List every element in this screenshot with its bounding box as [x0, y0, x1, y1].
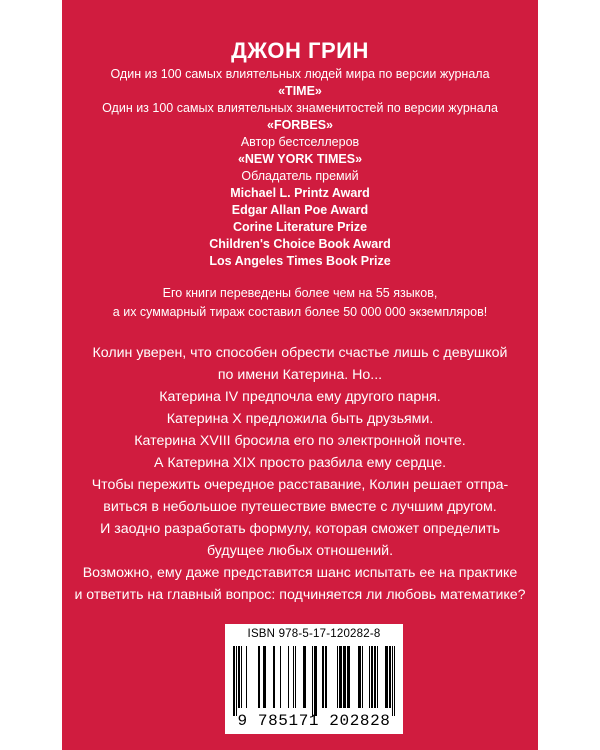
- barcode-bar: [389, 646, 391, 708]
- barcode-bar: [322, 646, 324, 708]
- accolades-list: [62, 66, 538, 270]
- blurb-text: [62, 342, 538, 606]
- accolade-line: Обладатель премий: [241, 169, 359, 183]
- accolade-line: «TIME»: [278, 84, 322, 98]
- barcode-bar: [295, 646, 296, 708]
- barcode-bar: [241, 646, 242, 708]
- blurb-line: Катерина XVIII бросила его по электронной почте.: [134, 433, 466, 449]
- barcode-bar: [347, 646, 350, 708]
- barcode-bar: [246, 646, 247, 708]
- barcode-bar: [303, 646, 306, 708]
- translations-line: а их суммарный тираж составил более 50 000 000 экземпляров!: [112, 305, 488, 319]
- barcode-digits: 9 785171 202828: [237, 712, 391, 730]
- blurb-line: по имени Катерина. Но...: [217, 367, 383, 383]
- barcode-bar: [339, 646, 342, 708]
- accolade-line: Один из 100 самых влиятельных людей мира по версии журнала: [110, 67, 490, 81]
- barcode-bar: [337, 646, 338, 708]
- blurb-line: Чтобы пережить очередное расставание, Колин решает отпра-: [91, 477, 509, 493]
- barcode-bar: [293, 646, 294, 708]
- barcode-bar: [374, 646, 376, 708]
- blurb-line: и ответить на главный вопрос: подчиняется ли любовь математике?: [74, 587, 526, 603]
- barcode-bar: [325, 646, 327, 708]
- blurb-line: И заодно разработать формулу, которая сможет определить: [100, 521, 500, 537]
- barcode-bar: [233, 646, 235, 716]
- accolade-line: «FORBES»: [267, 118, 333, 132]
- back-cover: [62, 0, 538, 750]
- award-line: Children's Choice Book Award: [209, 237, 391, 251]
- barcode-bar: [258, 646, 260, 708]
- barcode-bar: [369, 646, 370, 708]
- blurb-line: Катерина IV предпочла ему другого парня.: [159, 389, 441, 405]
- blurb-line: Возможно, ему даже представится шанс испытать ее на практике: [82, 565, 518, 581]
- translations-line: Его книги переведены более чем на 55 языков,: [162, 286, 438, 300]
- barcode-bar: [392, 646, 393, 716]
- award-line: Corine Literature Prize: [232, 220, 368, 234]
- isbn-barcode: [225, 624, 403, 734]
- award-line: Los Angeles Times Book Prize: [209, 254, 391, 268]
- barcode-bar: [371, 646, 373, 708]
- barcode-bar: [358, 646, 361, 708]
- barcode-bar: [343, 646, 346, 708]
- barcode-bar: [263, 646, 266, 708]
- accolade-line: Один из 100 самых влиятельных знаменитостей по версии журнала: [102, 101, 498, 115]
- barcode-bar: [314, 646, 317, 716]
- blurb-line: виться в небольшое путешествие вместе с лучшим другом.: [103, 499, 497, 515]
- barcode-bar: [362, 646, 363, 708]
- barcode-bar: [273, 646, 275, 708]
- blurb-line: А Катерина XIX просто разбила ему сердце.: [153, 455, 447, 471]
- award-line: Michael L. Printz Award: [230, 186, 370, 200]
- accolade-line: «NEW YORK TIMES»: [237, 152, 363, 166]
- barcode-bar: [385, 646, 388, 708]
- blurb-line: Колин уверен, что способен обрести счастье лишь с девушкой: [92, 345, 508, 361]
- barcode-bar: [236, 646, 237, 716]
- barcode-bar: [288, 646, 289, 708]
- barcode-bar: [394, 646, 395, 716]
- barcode-bar: [377, 646, 378, 708]
- author-name: ДЖОН ГРИН: [231, 38, 369, 63]
- isbn-label: ISBN 978-5-17-120282-8: [247, 628, 381, 640]
- accolade-line: Автор бестселлеров: [240, 135, 360, 149]
- blurb-line: будущее любых отношений.: [206, 543, 394, 559]
- barcode-bar: [312, 646, 313, 716]
- blurb-line: Катерина X предложила быть друзьями.: [166, 411, 434, 427]
- barcode-bar: [280, 646, 281, 708]
- award-line: Edgar Allan Poe Award: [231, 203, 369, 217]
- translations-note: [62, 284, 538, 322]
- barcode-bars: [233, 646, 395, 716]
- barcode-bar: [238, 646, 240, 708]
